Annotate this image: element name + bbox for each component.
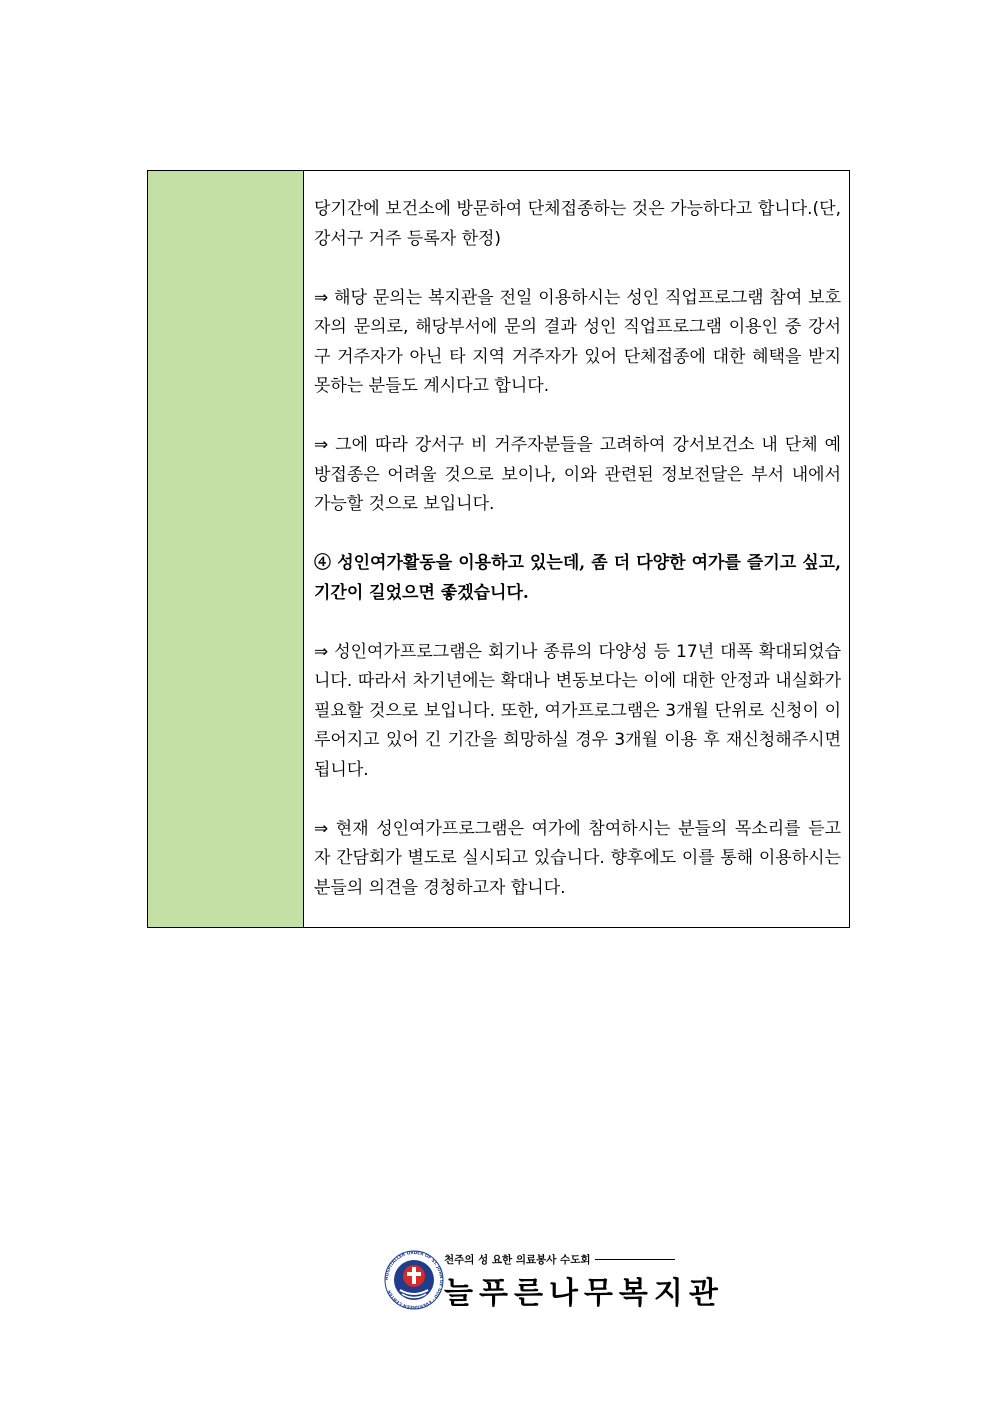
table-side-cell bbox=[148, 171, 304, 927]
org-name: 늘푸른나무복지관 bbox=[444, 1276, 724, 1311]
paragraph-1: 당기간에 보건소에 방문하여 단체접종하는 것은 가능하다고 합니다.(단, 강서구 거주 등록자 한정) bbox=[314, 199, 841, 249]
paragraph-2: ⇒ 해당 문의는 복지관을 전일 이용하시는 성인 직업프로그램 참여 보호자의 문의로, 해당부서에 문의 결과 성인 직업프로그램 이용인 중 강서구 거주자가 아닌 타 지역 거주자가 있어 단체접종에 대한 혜택을 받지 못하는 분들도 계시다고 합니다. bbox=[314, 287, 841, 396]
paragraph-3: ⇒ 그에 따라 강서구 비 거주자분들을 고려하여 강서보건소 내 단체 예방접종은 어려울 것으로 보이나, 이와 관련된 정보전달은 부서 내에서 가능할 것으로 보입니다. bbox=[314, 435, 841, 514]
paragraph-5: ⇒ 성인여가프로그램은 회기나 종류의 다양성 등 17년 대폭 확대되었습니다. 따라서 차기년에는 확대나 변동보다는 이에 대한 안정과 내실화가 필요할 것으로 보입니다. 또한, 여가프로그램은 3개월 단위로 신청이 이루어지고 있어 긴 기간을 희망하실 경우 3개월 이용 후 재신청해주시면 됩니다. bbox=[314, 641, 841, 780]
footer-logo bbox=[384, 1248, 724, 1312]
org-subtitle: 천주의 성 요한 의료봉사 수도회 bbox=[444, 1254, 591, 1266]
question-4: ④ 성인여가활동을 이용하고 있는데, 좀 더 다양한 여가를 즐기고 싶고, 기간이 길었으면 좋겠습니다. bbox=[314, 553, 841, 603]
org-subtitle-rule bbox=[595, 1259, 675, 1260]
content-table bbox=[147, 170, 850, 928]
paragraph-6: ⇒ 현재 성인여가프로그램은 여가에 참여하시는 분들의 목소리를 듣고자 간담회가 별도로 실시되고 있습니다. 향후에도 이를 통해 이용하시는 분들의 의견을 경청하고자 합니다. bbox=[314, 818, 841, 898]
table-content-cell bbox=[304, 171, 849, 927]
logo-ring-text: HOSPITALLER ORDER OF ST. JOHN OF GOD · EVERGREEN CENTER bbox=[384, 1249, 444, 1311]
logo-emblem-icon bbox=[384, 1248, 444, 1312]
